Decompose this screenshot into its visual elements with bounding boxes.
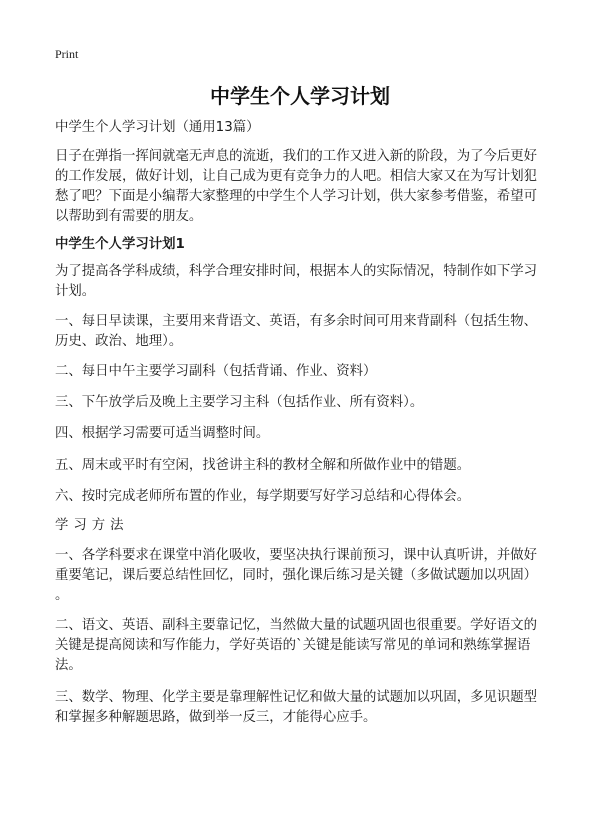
method-item xyxy=(55,688,537,728)
method-item xyxy=(55,546,537,606)
plan-item xyxy=(55,487,470,507)
text-line: 以帮助到有需要的朋友。 xyxy=(55,209,203,224)
text-line: 。 xyxy=(55,588,69,603)
methods-heading xyxy=(55,516,129,536)
text-line: 关键是提高阅读和写作能力，学好英语的`关键是能读写常见的单词和熟练掌握语 xyxy=(55,638,531,653)
plan-item xyxy=(55,393,423,413)
text-line: 二、每日中午主要学习副科（包括背诵、作业、资料） xyxy=(55,364,377,379)
text-line: 日子在弹指一挥间就毫无声息的流逝，我们的工作又进入新的阶段，为了今后更好 xyxy=(55,149,538,164)
text-line: 二、语文、英语、副科主要靠记忆，当然做大量的试题巩固也很重要。学好语文的 xyxy=(55,618,538,633)
section-heading xyxy=(55,235,185,255)
intro-paragraph xyxy=(55,147,537,227)
heading-text: 中学生个人学习计划1 xyxy=(55,237,185,252)
text-line: 的工作发展，做好计划，让自己成为更有竞争力的人吧。相信大家又在为写计划犯 xyxy=(55,169,538,184)
plan-item xyxy=(55,424,269,444)
plan-item xyxy=(55,456,470,476)
text-line: 六、按时完成老师所布置的作业，每学期要写好学习总结和心得体会。 xyxy=(55,489,471,504)
section-intro xyxy=(55,262,537,302)
text-line: 三、数学、物理、化学主要是靠理解性记忆和做大量的试题加以巩固，多见识题型 xyxy=(55,690,538,705)
text-line: 三、下午放学后及晚上主要学习主科（包括作业、所有资料）。 xyxy=(55,395,424,410)
text-line: 法。 xyxy=(55,658,82,673)
text-line: 四、根据学习需要可适当调整时间。 xyxy=(55,426,270,441)
text-line: 愁了吧？下面是小编帮大家整理的中学生个人学习计划，供大家参考借鉴，希望可 xyxy=(55,189,538,204)
text-line: 五、周末或平时有空闲，找爸讲主科的教材全解和所做作业中的错题。 xyxy=(55,458,471,473)
text-line: 历史、政治、地理）。 xyxy=(55,334,183,349)
text-line: 为了提高各学科成绩，科学合理安排时间，根据本人的实际情况，特制作如下学习 xyxy=(55,264,538,279)
text-line: 重要笔记，课后要总结性回忆，同时，强化课后练习是关键（多做试题加以巩固） xyxy=(55,568,538,583)
page-title: 中学生个人学习计划 xyxy=(210,84,390,108)
text-line: 和掌握多种解题思路，做到举一反三，才能得心应手。 xyxy=(55,710,377,725)
print-link[interactable]: Print xyxy=(55,47,79,61)
method-item xyxy=(55,616,537,676)
text-line: 计划。 xyxy=(55,284,96,299)
text-line: 一、各学科要求在课堂中消化吸收，要坚决执行课前预习，课中认真听讲，并做好 xyxy=(55,548,538,563)
plan-item xyxy=(55,312,537,352)
heading-text: 学习方法 xyxy=(55,518,129,533)
subtitle-text: 中学生个人学习计划（通用13篇） xyxy=(55,120,260,135)
subtitle xyxy=(55,118,260,138)
text-line: 一、每日早读课，主要用来背语文、英语，有多余时间可用来背副科（包括生物、 xyxy=(55,314,538,329)
plan-item xyxy=(55,362,376,382)
